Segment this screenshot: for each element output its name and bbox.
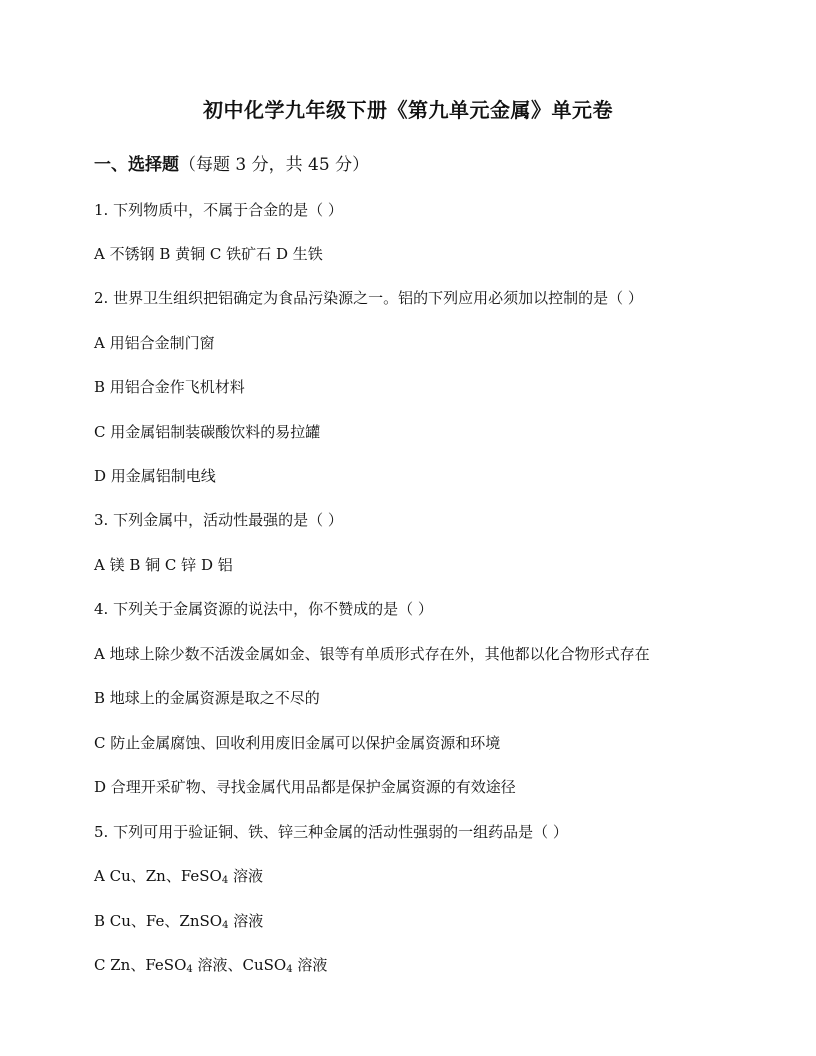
option-b-suffix: 溶液 (228, 912, 264, 930)
question-5: 5. 下列可用于验证铜、铁、锌三种金属的活动性强弱的一组药品是（ ） (94, 823, 568, 841)
question-1: 1. 下列物质中，不属于合金的是（ ） (94, 201, 343, 219)
option-b-text: B Cu、Fe、ZnSO (94, 912, 223, 930)
option-b-subscript: 4 (222, 920, 229, 931)
question-5-option-b (94, 911, 263, 931)
section-heading (94, 150, 369, 175)
option-a-suffix: 溶液 (228, 867, 264, 885)
question-5-option-a (94, 866, 263, 886)
option-c-subscript-1: 4 (186, 964, 193, 975)
option-a-text: A Cu、Zn、FeSO (94, 867, 222, 885)
question-2-option-d: D 用金属铝制电线 (94, 467, 216, 485)
question-5-option-c (94, 955, 327, 975)
question-4-option-d: D 合理开采矿物、寻找金属代用品都是保护金属资源的有效途径 (94, 778, 516, 796)
section-heading-label: 一、选择题 (94, 155, 179, 175)
section-score-note: （每题 3 分，共 45 分） (179, 155, 370, 175)
question-2-option-a: A 用铝合金制门窗 (94, 334, 215, 352)
option-a-subscript: 4 (221, 875, 229, 886)
option-c-text: C Zn、FeSO (94, 956, 187, 974)
question-4: 4. 下列关于金属资源的说法中，你不赞成的是（ ） (94, 600, 433, 618)
question-3: 3. 下列金属中，活动性最强的是（ ） (94, 511, 343, 529)
question-2-option-c: C 用金属铝制装碳酸饮料的易拉罐 (94, 423, 321, 441)
question-3-options: A 镁 B 铜 C 锌 D 铝 (94, 556, 233, 574)
question-4-option-c: C 防止金属腐蚀、回收利用废旧金属可以保护金属资源和环境 (94, 734, 501, 752)
question-1-options: A 不锈钢 B 黄铜 C 铁矿石 D 生铁 (94, 245, 323, 263)
option-c-suffix: 溶液 (292, 956, 328, 974)
question-2-option-b: B 用铝合金作飞机材料 (94, 378, 245, 396)
question-2: 2. 世界卫生组织把铝确定为食品污染源之一。铝的下列应用必须加以控制的是（ ） (94, 289, 643, 307)
option-c-subscript-2: 4 (286, 964, 293, 975)
question-4-option-b: B 地球上的金属资源是取之不尽的 (94, 689, 320, 707)
question-4-option-a: A 地球上除少数不活泼金属如金、银等有单质形式存在外，其他都以化合物形式存在 (94, 645, 650, 663)
option-c-middle: 溶液、CuSO (192, 956, 287, 974)
document-title: 初中化学九年级下册《第九单元金属》单元卷 (203, 98, 613, 122)
